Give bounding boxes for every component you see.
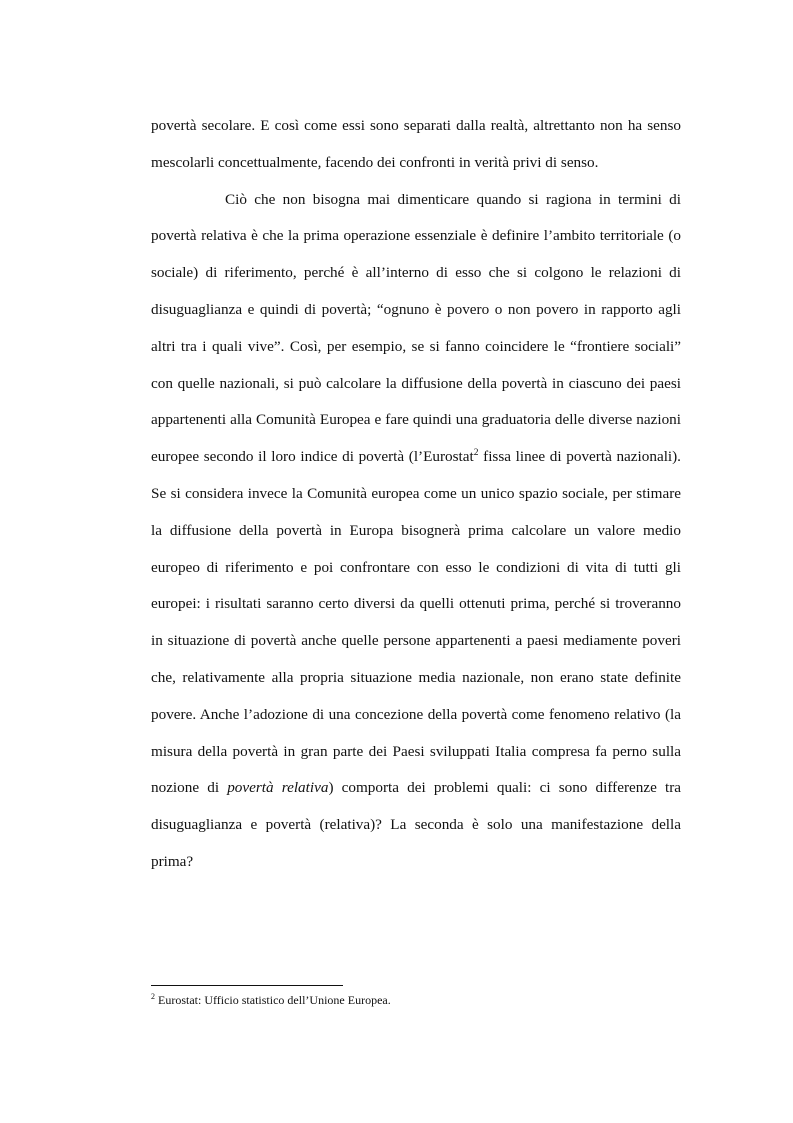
footnote bbox=[151, 992, 681, 1008]
paragraph-1: povertà secolare. E così come essi sono separati dalla realtà, altrettanto non ha senso mescolarli concettualmente, facendo dei confronti in verità privi di senso. bbox=[151, 117, 681, 171]
paragraph-2-part-3: ) comporta dei problemi quali: ci sono differenze tra disuguaglianza e povertà (relativa)? La seconda è solo una manifestazione della prima? bbox=[151, 779, 681, 870]
footnote-text: Eurostat: Ufficio statistico dell’Unione Europea. bbox=[155, 993, 391, 1007]
footnote-number: 2 bbox=[151, 992, 155, 1001]
body-text bbox=[151, 108, 681, 881]
paragraph-2-part-2: fissa linee di povertà nazionali). Se si considera invece la Comunità europea come un unico spazio sociale, per stimare la diffusione della povertà in Europa bisognerà prima calcolare un valore medio europeo di riferimento e poi confrontare con esso le condizioni di vita di tutti gli europei: i risultati saranno certo diversi da quelli ottenuti prima, perché si troveranno in situazione di povertà anche quelle persone appartenenti a paesi mediamente poveri che, relativamente alla propria situazione media nazionale, non erano state definite povere. Anche l’adozione di una concezione della povertà come fenomeno relativo (la misura della povertà in gran parte dei Paesi sviluppati Italia compresa fa perno sulla nozione di bbox=[151, 448, 681, 797]
paragraph-2-part-1: Ciò che non bisogna mai dimenticare quando si ragiona in termini di povertà relativa è che la prima operazione essenziale è definire l’ambito territoriale (o sociale) di riferimento, perché è all’interno di esso che si colgono le relazioni di disuguaglianza e quindi di povertà; “ognuno è povero o non povero in rapporto agli altri tra i quali vive”. Così, per esempio, se si fanno coincidere le “frontiere sociali” con quelle nazionali, si può calcolare la diffusione della povertà in ciascuno dei paesi appartenenti alla Comunità Europea e fare quindi una graduatoria delle diverse nazioni europee secondo il loro indice di povertà (l’Eurostat bbox=[151, 190, 681, 466]
footnote-reference[interactable]: 2 bbox=[473, 448, 479, 459]
paragraph-2 bbox=[151, 182, 681, 881]
footnote-separator bbox=[151, 985, 343, 986]
italic-term: povertà relativa bbox=[227, 779, 329, 797]
